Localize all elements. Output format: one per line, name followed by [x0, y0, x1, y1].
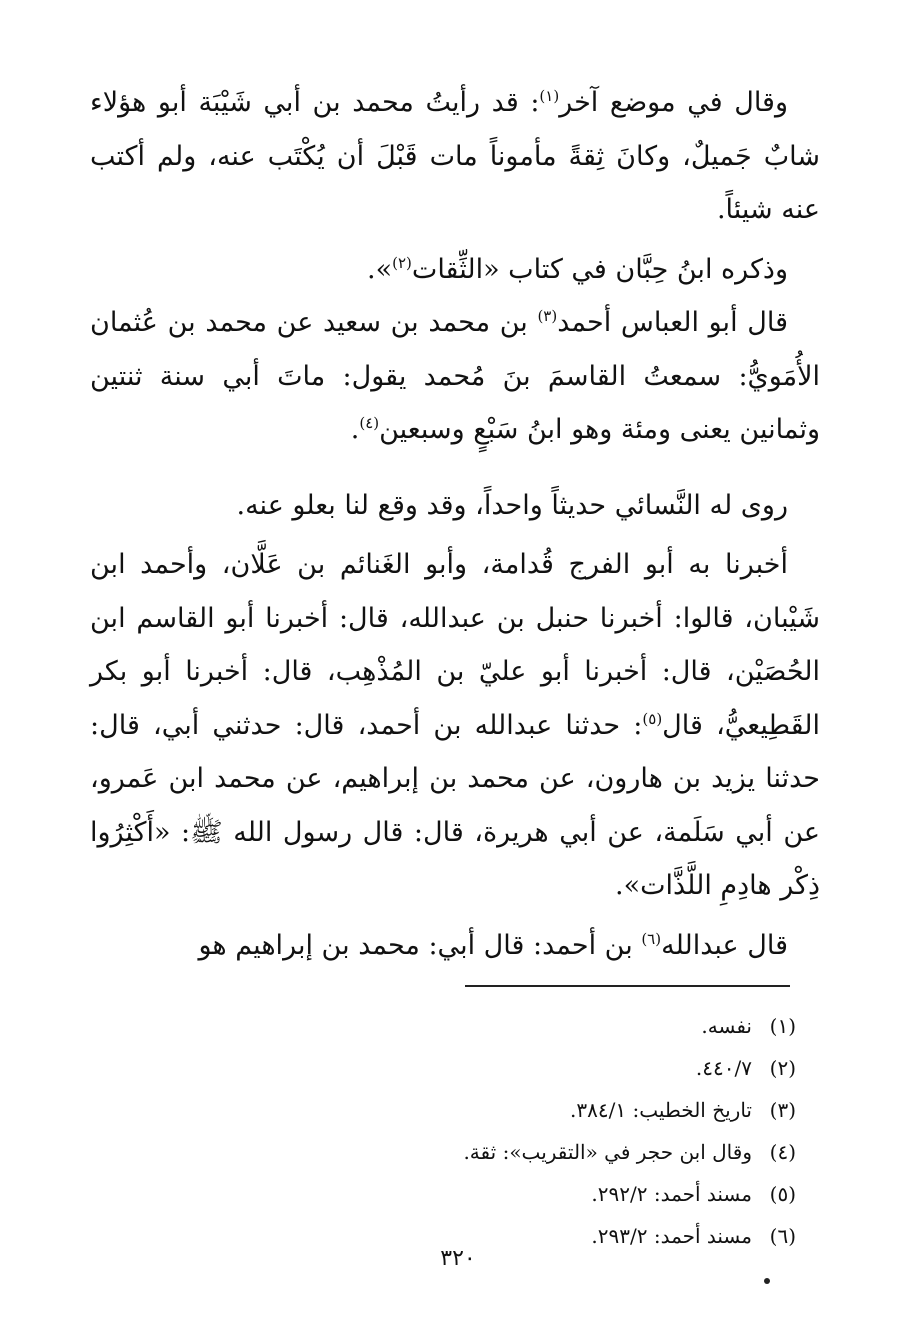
footnote-3 [300, 1089, 796, 1131]
page-number: ٣٢٠ [440, 1246, 476, 1271]
paragraph-4 [90, 479, 820, 533]
footnote-text: وقال ابن حجر في «التقريب»: ثقة. [463, 1140, 752, 1164]
paragraph-5-text: أخبرنا به أبو الفرج قُدامة، وأبو الغَنائم بن عَلَّان، وأحمد ابن شَيْبان، قالوا: أخبرنا حنبل بن عبدالله، قال: أخبرنا أبو القاسم ابن الحُصَيْن، قال: أخبرنا أبو عليّ بن المُذْهِب، قال: أخبرنا أبو بكر القَطِيعيُّ، قال [90, 549, 821, 741]
paragraph-6-text-rest: بن أحمد: قال أبي: محمد بن إبراهيم هو [198, 929, 642, 961]
footnote-text: ٤٤٠/٧. [695, 1056, 752, 1080]
paragraph-1 [90, 76, 820, 237]
footnotes [300, 1005, 796, 1257]
paragraph-5 [90, 538, 820, 913]
paragraph-6 [90, 919, 820, 973]
footnote-text: مسند أحمد: ٢٩٢/٢. [591, 1182, 752, 1206]
footnote-6 [300, 1215, 796, 1257]
paragraph-5-text-rest: : حدثنا عبدالله بن أحمد، قال: حدثني أبي، قال: حدثنا يزيد بن هارون، عن محمد بن إبراهيم، عن محمد ابن عَمرو، عن أبي سَلَمة، عن أبي هريرة، قال: قال رسول الله ﷺ: «أَكْثِرُوا ذِكْر هادِمِ اللَّذَّات». [90, 709, 820, 901]
footnote-ref-4: (٤) [359, 414, 380, 432]
footnote-number: (٢) [769, 1056, 796, 1080]
footnote-text: تاريخ الخطيب: ٣٨٤/١. [570, 1098, 752, 1122]
paragraph-3-text-mid: بن محمد بن سعيد عن محمد بن عُثمان الأُمَويُّ: سمعتُ القاسمَ بنَ مُحمد يقول: ماتَ أبي سنة ثنتين وثمانين يعنى ومئة وهو ابنُ سَبْعٍ وسبعين [90, 307, 820, 445]
footnote-number: (١) [769, 1014, 796, 1038]
footnote-2 [300, 1047, 796, 1089]
paragraph-3 [90, 296, 820, 457]
footnote-divider [465, 985, 790, 987]
footnote-4 [300, 1131, 796, 1173]
paragraph-6-text: قال عبدالله [661, 929, 788, 961]
paragraph-3-text-end: . [350, 414, 360, 445]
footnote-text: مسند أحمد: ٢٩٣/٢. [591, 1224, 752, 1248]
footnote-ref-5: (٥) [642, 709, 663, 728]
paragraph-1-text-rest: : قد رأيتُ محمد بن أبي شَيْبَة أبو هؤلاء شابٌ جَميلٌ، وكانَ ثِقةً مأموناً مات قَبْلَ أن يُكْتَب عنه، ولم أكتب عنه شيئاً. [90, 87, 820, 225]
footnote-number: (٥) [769, 1182, 796, 1206]
footnote-1 [300, 1005, 796, 1047]
paragraph-2 [90, 243, 820, 297]
footnote-ref-3: (٣) [537, 307, 558, 325]
print-mark-dot [764, 1278, 770, 1284]
footnote-text: نفسه. [701, 1014, 752, 1038]
paragraph-3-text: قال أبو العباس أحمد [557, 307, 788, 338]
footnote-number: (٣) [769, 1098, 796, 1122]
footnote-5 [300, 1173, 796, 1215]
paragraph-2-text-rest: ». [367, 253, 393, 285]
footnote-number: (٤) [769, 1140, 796, 1164]
footnote-number: (٦) [769, 1224, 796, 1248]
paragraph-2-text: وذكره ابنُ حِبَّان في كتاب «الثِّقات [411, 253, 788, 285]
footnote-ref-1: (١) [539, 87, 560, 105]
footnote-ref-2: (٢) [392, 253, 412, 272]
footnote-ref-6: (٦) [641, 929, 662, 948]
paragraph-4-text: روى له النَّسائي حديثاً واحداً، وقد وقع لنا بعلو عنه. [236, 489, 788, 521]
main-text [90, 76, 820, 972]
paragraph-1-text: وقال في موضع آخر [559, 87, 788, 118]
